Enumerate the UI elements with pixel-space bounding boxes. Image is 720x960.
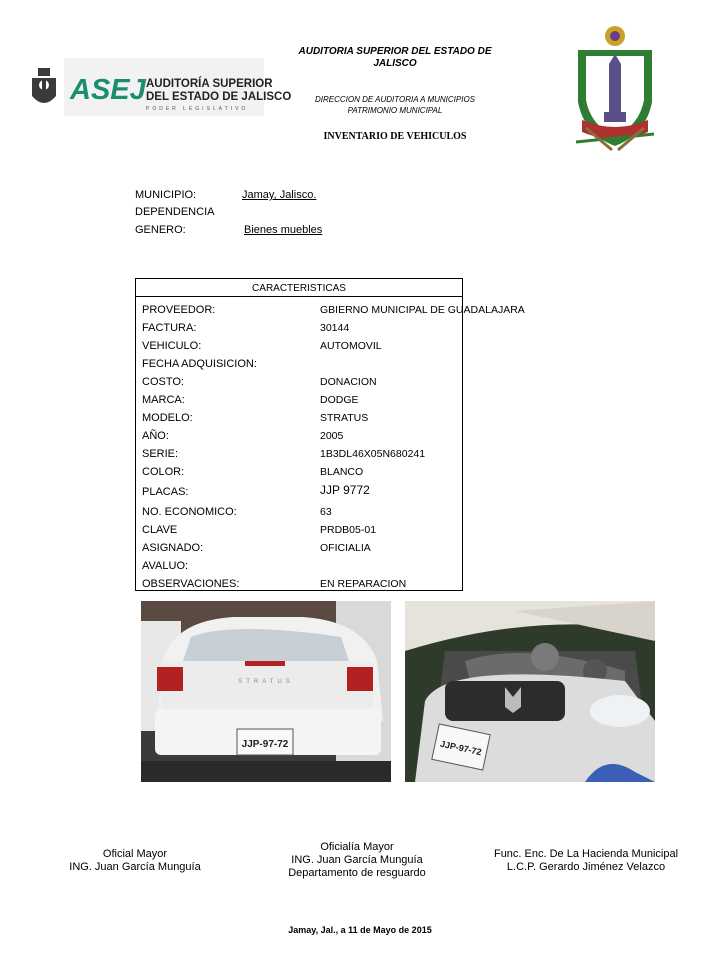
- row-label: PROVEEDOR:: [142, 304, 216, 316]
- genero-label: GENERO:: [135, 224, 186, 236]
- row-label: MODELO:: [142, 412, 193, 424]
- table-row: [136, 357, 462, 371]
- row-value: 2005: [320, 430, 344, 442]
- row-value: OFICIALIA: [320, 542, 371, 554]
- table-row: [136, 393, 462, 407]
- asej-logo-tagline: PODER LEGISLATIVO: [146, 106, 249, 112]
- row-label: ASIGNADO:: [142, 542, 204, 554]
- row-value: BLANCO: [320, 466, 364, 478]
- row-label: OBSERVACIONES:: [142, 578, 240, 590]
- jalisco-small-crest-icon: [32, 68, 56, 103]
- characteristics-table: [135, 278, 525, 591]
- table-row: [136, 303, 525, 317]
- car-front-engine-photo: [405, 601, 655, 782]
- row-value: 1B3DL46X05N680241: [320, 448, 426, 460]
- rear-badge: STRATUS: [238, 679, 294, 685]
- signature-center-name: ING. Juan García Munguía: [291, 854, 423, 866]
- header-title: AUDITORIA SUPERIOR DEL ESTADO DE JALISCO: [298, 46, 492, 69]
- header-subtitle-line1: DIRECCION DE AUDITORIA A MUNICIPIOS: [314, 95, 475, 104]
- table-row: [136, 485, 462, 499]
- header-subtitle-line2: PATRIMONIO MUNICIPAL: [347, 106, 443, 115]
- row-label: VEHICULO:: [142, 340, 202, 352]
- row-value: DODGE: [320, 394, 359, 406]
- header-subtitle: [280, 94, 510, 116]
- asej-logo-text: ASEJ: [70, 74, 146, 106]
- row-value: JJP 9772: [320, 483, 370, 497]
- signature-right: [472, 848, 700, 874]
- signature-left: [35, 848, 235, 874]
- row-label: PLACAS:: [142, 486, 189, 498]
- row-value: STRATUS: [320, 412, 369, 424]
- row-label: COSTO:: [142, 376, 184, 388]
- row-value: 63: [320, 506, 332, 518]
- row-label: FACTURA:: [142, 322, 197, 334]
- table-row: [136, 411, 462, 425]
- table-row: [136, 465, 462, 479]
- row-label: SERIE:: [142, 448, 179, 460]
- row-value: PRDB05-01: [320, 524, 377, 536]
- genero-value: Bienes muebles: [244, 224, 323, 236]
- car-rear-photo: [141, 601, 391, 782]
- table-row: [136, 375, 462, 389]
- row-value: 30144: [320, 322, 350, 334]
- dependencia-label: DEPENDENCIA: [135, 206, 215, 218]
- signature-left-title: Oficial Mayor: [102, 848, 168, 860]
- municipio-row: [135, 189, 317, 201]
- row-label: COLOR:: [142, 466, 185, 478]
- table-row: [136, 577, 462, 591]
- signature-right-title: Func. Enc. De La Hacienda Municipal: [493, 848, 679, 860]
- signature-center-dept: Departamento de resguardo: [288, 867, 426, 879]
- row-label: FECHA ADQUISICION:: [142, 358, 257, 370]
- inventory-title: INVENTARIO DE VEHICULOS: [323, 131, 467, 142]
- row-value: EN REPARACION: [320, 578, 407, 590]
- table-row: [136, 339, 462, 353]
- row-label: NO. ECONOMICO:: [142, 506, 237, 518]
- row-label: AVALUO:: [142, 560, 189, 572]
- signature-center: [257, 841, 457, 880]
- row-value: AUTOMOVIL: [320, 340, 382, 352]
- table-row: [136, 321, 462, 335]
- municipio-label: MUNICIPIO:: [135, 189, 197, 201]
- front-plate: JJP-97-72: [439, 738, 483, 758]
- row-label: CLAVE: [142, 524, 178, 536]
- asej-logo-subtitle-2: DEL ESTADO DE JALISCO: [146, 91, 292, 103]
- municipio-value: Jamay, Jalisco.: [242, 189, 317, 201]
- table-row: [136, 505, 462, 519]
- row-value: GBIERNO MUNICIPAL DE GUADALAJARA: [320, 304, 525, 316]
- row-label: AÑO:: [142, 430, 169, 442]
- table-row: [136, 541, 462, 555]
- rear-plate: JJP-97-72: [241, 739, 289, 750]
- jamay-coat-of-arms-icon: [572, 24, 658, 158]
- genero-row: [135, 224, 323, 236]
- table-row: [136, 429, 462, 443]
- table-row: [136, 447, 462, 461]
- row-label: MARCA:: [142, 394, 185, 406]
- asej-logo-subtitle-1: AUDITORÍA SUPERIOR: [146, 78, 273, 90]
- table-heading: CARACTERISTICAS: [136, 279, 462, 297]
- asej-logo: [28, 58, 292, 116]
- document-date: Jamay, Jal., a 11 de Mayo de 2015: [288, 925, 432, 935]
- row-value: DONACION: [320, 376, 377, 388]
- signature-left-name: ING. Juan García Munguía: [69, 861, 201, 873]
- signature-right-name: L.C.P. Gerardo Jiménez Velazco: [506, 861, 666, 873]
- table-row: [136, 523, 462, 537]
- signature-center-title: Oficialía Mayor: [320, 841, 394, 853]
- table-row: [136, 559, 462, 573]
